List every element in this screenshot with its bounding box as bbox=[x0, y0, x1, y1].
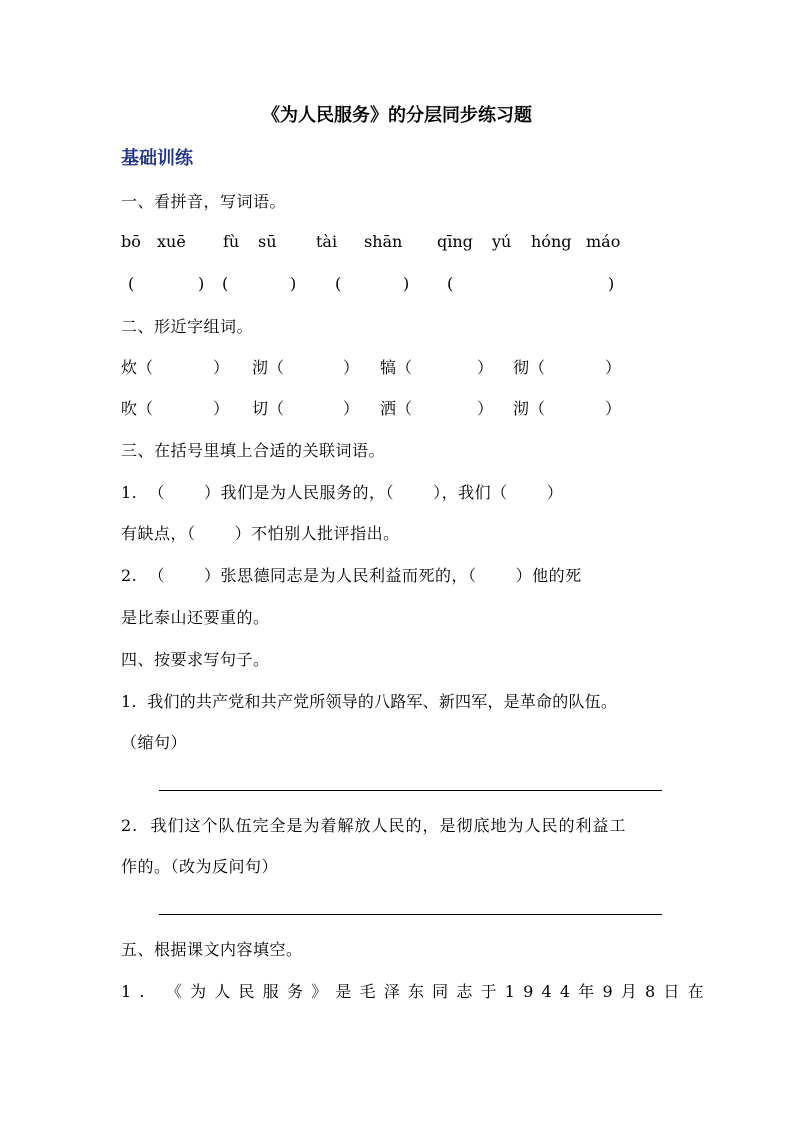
answer-blank[interactable]: ） bbox=[477, 399, 494, 418]
pinyin: tài bbox=[316, 232, 338, 251]
pinyin: hóng bbox=[531, 232, 572, 251]
pinyin: fù bbox=[223, 232, 240, 251]
answer-blank[interactable]: ） bbox=[477, 358, 494, 377]
question-line: 1. 《为人民服务》是毛泽东同志于1944年9月8日在 bbox=[121, 982, 712, 1001]
pinyin: bō bbox=[121, 232, 141, 251]
answer-blank[interactable]: ） bbox=[213, 358, 230, 377]
answer-blank[interactable]: ) bbox=[290, 274, 297, 293]
question-line: 1. 我们的共产党和共产党所领导的八路军、新四军，是革命的队伍。 bbox=[121, 692, 618, 711]
answer-blank[interactable]: ） bbox=[343, 399, 360, 418]
question-line: 作的。（改为反问句） bbox=[121, 857, 279, 876]
section-4-heading: 四、按要求写句子。 bbox=[121, 650, 270, 669]
question-line: 是比泰山还要重的。 bbox=[121, 608, 270, 627]
pinyin: xuē bbox=[157, 232, 186, 251]
answer-blank[interactable]: ( bbox=[222, 274, 229, 293]
answer-blank[interactable]: ） bbox=[343, 358, 360, 377]
page-title: 《为人民服务》的分层同步练习题 bbox=[262, 105, 532, 126]
answer-blank[interactable]: ) bbox=[198, 274, 205, 293]
answer-blank[interactable]: ( bbox=[447, 274, 454, 293]
answer-blank[interactable]: ) bbox=[608, 274, 615, 293]
answer-blank[interactable]: ） bbox=[605, 358, 622, 377]
answer-blank[interactable]: ） bbox=[213, 399, 230, 418]
section-2-heading: 二、形近字组词。 bbox=[121, 317, 254, 336]
section-3-heading: 三、在括号里填上合适的关联词语。 bbox=[121, 441, 386, 460]
pinyin: qīng bbox=[437, 232, 473, 251]
similar-char-item: 沏（ bbox=[513, 399, 546, 418]
pinyin: máo bbox=[586, 232, 621, 251]
answer-blank[interactable]: ( bbox=[335, 274, 342, 293]
similar-char-item: 炊（ bbox=[121, 358, 154, 377]
similar-char-item: 彻（ bbox=[513, 358, 546, 377]
answer-line[interactable] bbox=[159, 790, 662, 791]
similar-char-item: 吹（ bbox=[121, 399, 154, 418]
question-line: （缩句） bbox=[121, 733, 188, 752]
similar-char-item: 洒（ bbox=[380, 399, 413, 418]
section-subtitle: 基础训练 bbox=[121, 148, 193, 169]
pinyin: shān bbox=[364, 232, 403, 251]
similar-char-item: 沏（ bbox=[252, 358, 285, 377]
answer-blank[interactable]: ） bbox=[605, 399, 622, 418]
answer-line[interactable] bbox=[159, 914, 662, 915]
similar-char-item: 切（ bbox=[252, 399, 285, 418]
section-1-heading: 一、看拼音，写词语。 bbox=[121, 192, 287, 211]
similar-char-item: 犒（ bbox=[380, 358, 413, 377]
question-line: 1. （ ）我们是为人民服务的，（ ），我们（ ） bbox=[121, 483, 564, 502]
section-5-heading: 五、根据课文内容填空。 bbox=[121, 940, 303, 959]
answer-blank[interactable]: ( bbox=[128, 274, 135, 293]
question-line: 有缺点，（ ）不怕别人批评指出。 bbox=[121, 524, 400, 543]
question-line: 2. 我们这个队伍完全是为着解放人民的，是彻底地为人民的利益工 bbox=[121, 816, 627, 835]
pinyin: sū bbox=[258, 232, 277, 251]
answer-blank[interactable]: ) bbox=[403, 274, 410, 293]
pinyin: yú bbox=[492, 232, 512, 251]
question-line: 2. （ ）张思德同志是为人民利益而死的，（ ）他的死 bbox=[121, 566, 582, 585]
